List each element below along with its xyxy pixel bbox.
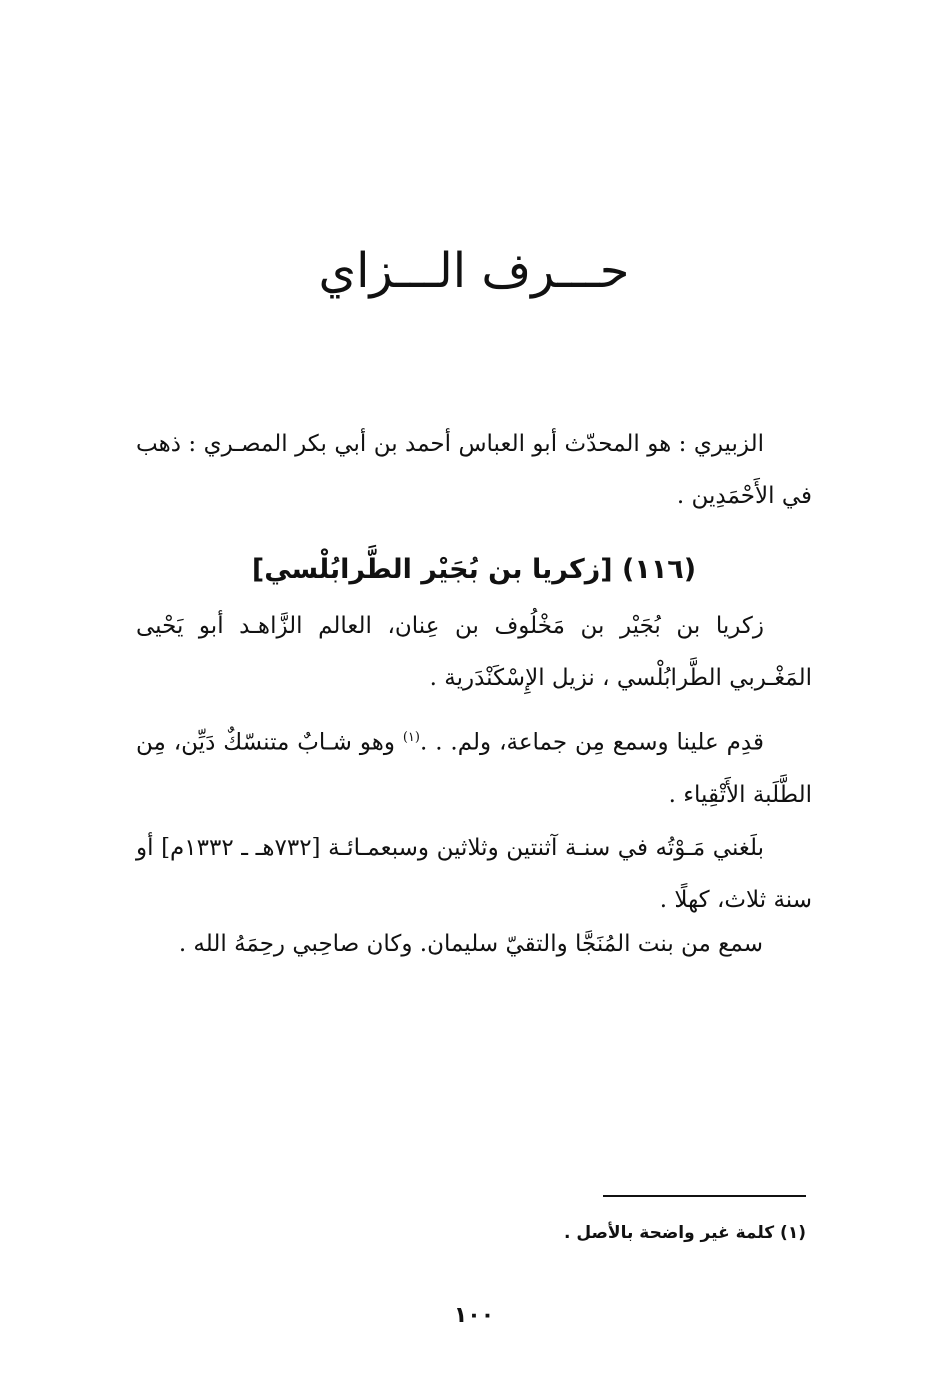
paragraph-arrival-before: قدِم علينا وسمع مِن جماعة، ولم. . . — [419, 729, 764, 756]
paragraph-bio-text: زكريا بن بُجَيْر بن مَخْلُوف بن عِنان، العالم الزَّاهـد أبو يَحْيى المَغْـربي الطَّرابُلْسي ، نزيل الإِسْكَنْدَرية . — [136, 613, 812, 691]
paragraph-bio — [136, 600, 812, 704]
entry-heading: (١١٦) [زكريا بن بُجَيْر الطَّرابُلْسي] — [251, 554, 697, 585]
paragraph-death — [136, 822, 812, 926]
page-number: ١٠٠ — [453, 1303, 495, 1328]
footnote: (١) كلمة غير واضحة بالأصل . — [563, 1223, 806, 1243]
footnote-divider — [603, 1195, 806, 1197]
paragraph-arrival — [136, 712, 812, 821]
paragraph-death-text: بلَغني مَـوْتُه في سنـة آثنتين وثلاثين وسبعمـائـة [٧٣٢هـ ـ ١٣٣٢م] أو سنة ثلاث، كهلًا . — [136, 835, 812, 913]
paragraph-zubayri — [136, 418, 812, 522]
chapter-title: حـــرف الـــزاي — [318, 243, 630, 299]
paragraph-zubayri-text: الزبيري : هو المحدّث أبو العباس أحمد بن أبي بكر المصـري : ذهب في الأَحْمَدِين . — [136, 431, 812, 509]
paragraph-teachers: سمع من بنت المُنَجَّا والتقيّ سليمان. وكان صاحِبي رحِمَهُ الله . — [178, 931, 763, 957]
paragraph-arrival-after: وهو شـابٌ متنسّكٌ دَيِّن، مِن الطَّلَبة الأَتْقِياء . — [136, 729, 812, 808]
footnote-marker: (١) — [402, 730, 420, 745]
